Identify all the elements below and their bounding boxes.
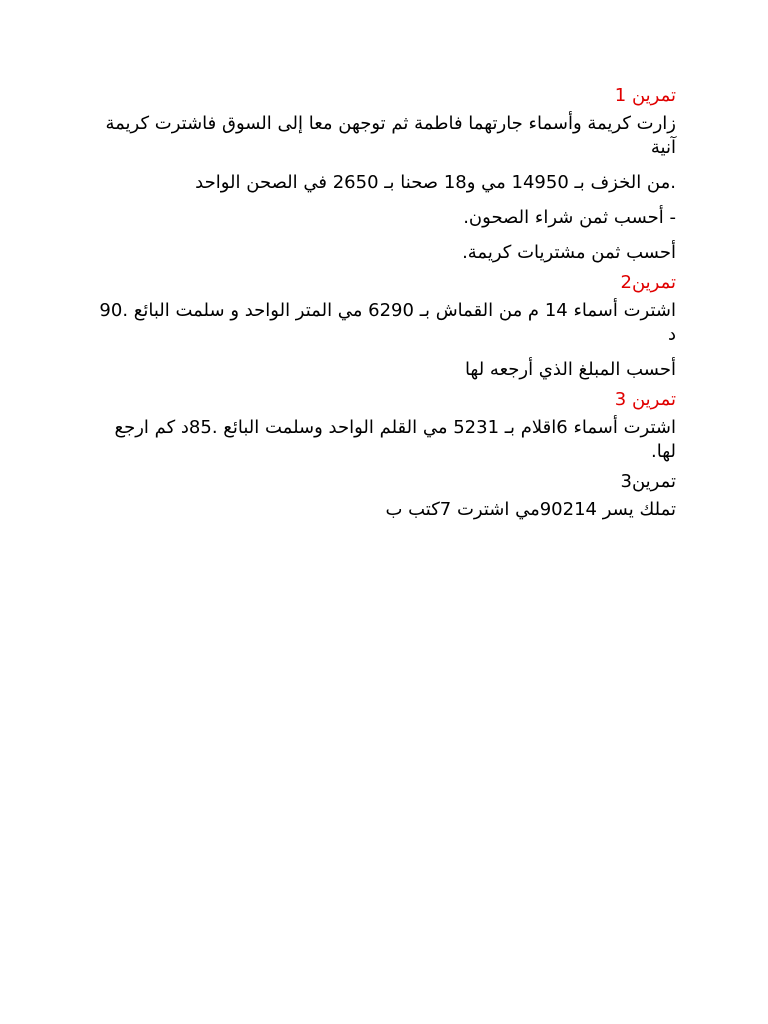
exercise-4-line-1: تملك يسر 90214مي اشترت 7كتب ب <box>385 499 676 520</box>
exercise-1-title: تمرين 1 <box>614 85 676 106</box>
exercise-3-title: تمرين 3 <box>614 389 676 410</box>
exercise-1-line-4: أحسب ثمن مشتريات كريمة. <box>462 242 676 263</box>
exercise-2-line-1: اشترت أسماء 14 م من القماش بـ 6290 مي المتر الواحد و سلمت البائع .90 د <box>99 300 676 345</box>
exercise-2-line-2: أحسب المبلغ الذي أرجعه لها <box>464 359 676 380</box>
exercise-4-title: تمرين3 <box>620 471 676 492</box>
exercise-1-line-2: .من الخزف بـ 14950 مي و18 صحنا بـ 2650 في الصحن الواحد <box>195 172 676 193</box>
exercise-3-line-1: اشترت أسماء 6اقلام بـ 5231 مي القلم الواحد وسلمت البائع .85د كم ارجع لها. <box>114 417 676 462</box>
document-page <box>96 84 676 533</box>
exercise-1-line-3: - أحسب ثمن شراء الصحون. <box>463 207 676 228</box>
exercise-1-line-1: زارت كريمة وأسماء جارتهما فاطمة ثم توجهن معا إلى السوق فاشترت كريمة آنية <box>105 113 676 158</box>
exercise-2-title: تمرين2 <box>620 272 676 293</box>
